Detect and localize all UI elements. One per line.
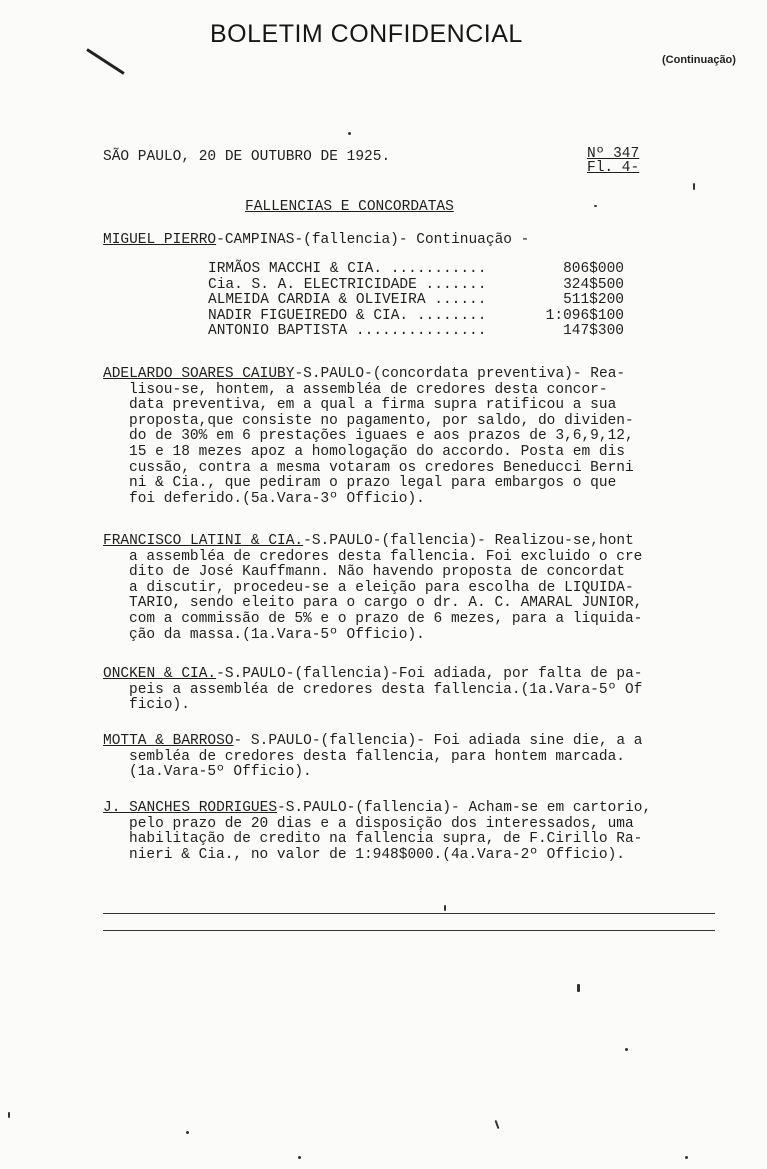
ink-speck (577, 984, 580, 992)
closing-rule (103, 913, 715, 914)
bulletin-title: BOLETIM CONFIDENCIAL (210, 20, 523, 48)
entry-text-line: data preventiva, em a qual a firma supra ratificou a sua (129, 397, 617, 414)
entry-miguel-pierro (103, 233, 529, 249)
entry-text-line: pelo prazo de 20 dias e a disposição dos interessados, uma (129, 815, 634, 832)
ink-speck (444, 905, 446, 911)
ink-speck (625, 1048, 628, 1051)
creditor-name: NADIR FIGUEIREDO & CIA. ........ (208, 307, 487, 324)
entry-text-line: dito de José Kauffmann. Não havendo proposta de concordat (129, 564, 625, 581)
ink-speck (495, 1120, 500, 1129)
creditor-row (208, 309, 624, 325)
entry-text-line: -S.PAULO-(fallencia)- Acham-se em cartorio, (277, 800, 652, 816)
ink-speck (693, 183, 695, 190)
entry-name: ONCKEN & CIA. (103, 666, 217, 682)
entry-motta-barroso (103, 734, 643, 781)
section-title: FALLENCIAS E CONCORDATAS (245, 199, 454, 215)
entry-name: MOTTA & BARROSO (103, 733, 234, 749)
creditor-row (208, 293, 624, 309)
creditor-amount: 147$300 (563, 323, 624, 339)
dateline: SÃO PAULO, 20 DE OUTUBRO DE 1925. (103, 149, 391, 165)
entry-text-line: foi deferido.(5a.Vara-3º Officio). (129, 490, 425, 507)
entry-text-line: -S.PAULO-(fallencia)-Foi adiada, por falta de pa- (216, 666, 643, 682)
entry-name: J. SANCHES RODRIGUES (103, 800, 278, 816)
ink-speck (298, 1156, 301, 1159)
entry-text-line: -S.PAULO-(fallencia)- Realizou-se,hont (303, 533, 634, 549)
entry-text-line: 15 e 18 mezes apoz a homologação do accordo. Posta em dis (129, 443, 625, 460)
entry-name: ADELARDO SOARES CAIUBY (103, 366, 295, 382)
entry-text-line: lisou-se, hontem, a assembléa de credores desta concor- (129, 381, 608, 398)
ink-speck (186, 1131, 189, 1134)
entry-francisco-latini (103, 534, 642, 643)
entry-name: MIGUEL PIERRO (103, 232, 217, 248)
closing-rule (103, 930, 715, 931)
entry-text-line: ção da massa.(1a.Vara-5º Officio). (129, 626, 425, 643)
creditor-amount: 324$500 (563, 276, 624, 293)
sheet-number: Fl. 4- (587, 160, 640, 176)
creditor-name: ALMEIDA CARDIA & OLIVEIRA ...... (208, 292, 487, 308)
ink-speck (8, 1112, 10, 1118)
creditor-name: IRMÃOS MACCHI & CIA. ........... (208, 261, 487, 277)
entry-text-line: cussão, contra a mesma votaram os credores Beneducci Berni (129, 459, 634, 476)
ink-speck (685, 1156, 688, 1159)
entry-oncken (103, 667, 643, 714)
ink-slash-mark (86, 48, 125, 74)
creditor-name: ANTONIO BAPTISTA ............... (208, 323, 487, 339)
entry-j-sanches-rodrigues (103, 801, 651, 863)
entry-text-line: ficio). (129, 697, 190, 714)
creditor-amount: 511$200 (563, 292, 624, 308)
creditor-row (208, 262, 624, 278)
creditor-row (208, 324, 624, 340)
creditor-amount: 806$000 (563, 261, 624, 277)
entry-text-line: a discutir, procedeu-se a eleição para escolha de LIQUIDA- (129, 579, 634, 596)
ink-speck (348, 132, 351, 135)
entry-text-line: -S.PAULO-(concordata preventiva)- Rea- (294, 366, 626, 382)
creditor-row (208, 278, 624, 294)
entry-text-line: sembléa de credores desta fallencia, para hontem marcada. (129, 748, 625, 765)
bulletin-number: Nº 347 (587, 146, 640, 162)
entry-text: -CAMPINAS-(fallencia)- Continuação - (216, 232, 530, 248)
entry-text-line: (1a.Vara-5º Officio). (129, 764, 312, 781)
entry-text-line: nieri & Cia., no valor de 1:948$000.(4a.Vara-2º Officio). (129, 846, 625, 863)
entry-text-line: do de 30% em 6 prestações iguaes e aos prazos de 3,6,9,12, (129, 428, 634, 445)
creditor-amount: 1:096$100 (545, 307, 624, 324)
entry-name: FRANCISCO LATINI & CIA. (103, 533, 304, 549)
entry-text-line: com a commissão de 5% e o prazo de 6 mezes, para a liquida- (129, 610, 643, 627)
entry-adelardo-soares-caiuby (103, 367, 634, 507)
entry-text-line: habilitação de credito na fallencia supra, de F.Cirillo Ra- (129, 831, 643, 848)
entry-text-line: TARIO, sendo eleito para o cargo o dr. A. C. AMARAL JUNIOR, (129, 595, 643, 612)
reference-block (587, 147, 639, 175)
creditor-list (208, 262, 624, 340)
continuation-label: (Continuação) (662, 54, 736, 66)
entry-text-line: a assembléa de credores desta fallencia. Foi excluido o cre (129, 548, 643, 565)
ink-speck (594, 205, 597, 207)
entry-text-line: ni & Cia., que pediram o prazo legal para embargos o que (129, 475, 617, 492)
entry-text-line: peis a assembléa de credores desta fallencia.(1a.Vara-5º Of (129, 681, 643, 698)
entry-text-line: - S.PAULO-(fallencia)- Foi adiada sine die, a a (233, 733, 643, 749)
entry-text-line: proposta,que consiste no pagamento, por saldo, do dividen- (129, 412, 634, 429)
creditor-name: Cia. S. A. ELECTRICIDADE ....... (208, 276, 487, 293)
